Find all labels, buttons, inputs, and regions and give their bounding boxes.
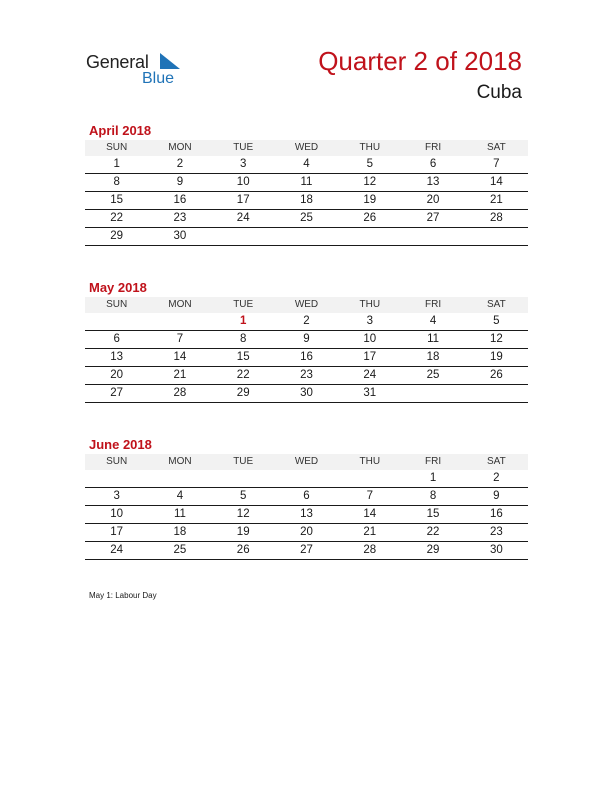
day-cell: 16: [275, 349, 338, 367]
day-cell: 19: [338, 192, 401, 210]
day-cell: 12: [212, 506, 275, 524]
weekday-header: THU: [338, 140, 401, 156]
day-cell: 27: [275, 542, 338, 560]
page-title: Quarter 2 of 2018: [318, 46, 522, 76]
day-cell: 5: [465, 313, 528, 331]
day-cell: 2: [465, 470, 528, 488]
day-cell: 11: [275, 174, 338, 192]
empty-day-cell: [275, 470, 338, 488]
day-cell: 7: [148, 331, 211, 349]
weekday-header: SUN: [85, 140, 148, 156]
day-cell: 11: [401, 331, 464, 349]
weekday-header: SAT: [465, 297, 528, 313]
weekday-header: SUN: [85, 454, 148, 470]
day-cell: 9: [275, 331, 338, 349]
weekday-header: WED: [275, 140, 338, 156]
day-cell: 6: [275, 488, 338, 506]
day-cell: 30: [465, 542, 528, 560]
day-cell: 22: [401, 524, 464, 542]
day-cell: 2: [148, 156, 211, 174]
day-cell: 30: [275, 385, 338, 403]
week-row: [85, 192, 528, 210]
day-cell: 22: [85, 210, 148, 228]
month-april: [85, 122, 528, 246]
month-may: [85, 279, 528, 403]
weekday-header: TUE: [212, 454, 275, 470]
empty-day-cell: [275, 228, 338, 246]
empty-day-cell: [148, 313, 211, 331]
day-cell: 13: [275, 506, 338, 524]
weekday-header: MON: [148, 140, 211, 156]
day-cell: 29: [212, 385, 275, 403]
holiday-notes: [89, 591, 157, 600]
day-cell: 13: [85, 349, 148, 367]
day-cell: 26: [338, 210, 401, 228]
week-row: [85, 174, 528, 192]
empty-day-cell: [401, 385, 464, 403]
day-cell: 4: [148, 488, 211, 506]
day-cell: 8: [212, 331, 275, 349]
empty-day-cell: [401, 228, 464, 246]
day-cell: 21: [465, 192, 528, 210]
holiday-day-cell: 1: [212, 313, 275, 331]
day-cell: 25: [275, 210, 338, 228]
day-cell: 29: [401, 542, 464, 560]
weekday-header: WED: [275, 454, 338, 470]
day-cell: 19: [212, 524, 275, 542]
day-cell: 27: [401, 210, 464, 228]
weekday-header: SAT: [465, 454, 528, 470]
weekday-header-row: [85, 297, 528, 313]
day-cell: 28: [148, 385, 211, 403]
weekday-header: SAT: [465, 140, 528, 156]
weekday-header: WED: [275, 297, 338, 313]
empty-day-cell: [338, 228, 401, 246]
day-cell: 24: [212, 210, 275, 228]
weekday-header: TUE: [212, 140, 275, 156]
month-title: April 2018: [89, 123, 152, 138]
day-cell: 8: [401, 488, 464, 506]
day-cell: 20: [401, 192, 464, 210]
week-row: [85, 488, 528, 506]
week-row: [85, 506, 528, 524]
day-cell: 22: [212, 367, 275, 385]
day-cell: 24: [338, 367, 401, 385]
week-row: [85, 349, 528, 367]
empty-day-cell: [212, 470, 275, 488]
empty-day-cell: [465, 228, 528, 246]
logo-flag-icon: [160, 53, 180, 69]
day-cell: 16: [148, 192, 211, 210]
calendar-grid: [85, 297, 528, 403]
logo-text-general: General: [86, 52, 149, 72]
day-cell: 1: [401, 470, 464, 488]
weekday-header: THU: [338, 454, 401, 470]
empty-day-cell: [338, 470, 401, 488]
country-name: Cuba: [476, 82, 522, 103]
day-cell: 26: [465, 367, 528, 385]
week-row: [85, 331, 528, 349]
day-cell: 18: [148, 524, 211, 542]
day-cell: 10: [212, 174, 275, 192]
day-cell: 28: [465, 210, 528, 228]
day-cell: 15: [212, 349, 275, 367]
day-cell: 3: [338, 313, 401, 331]
day-cell: 14: [338, 506, 401, 524]
day-cell: 17: [338, 349, 401, 367]
day-cell: 4: [401, 313, 464, 331]
day-cell: 31: [338, 385, 401, 403]
day-cell: 2: [275, 313, 338, 331]
month-june: [85, 436, 528, 560]
week-row: [85, 228, 528, 246]
empty-day-cell: [85, 313, 148, 331]
day-cell: 17: [212, 192, 275, 210]
day-cell: 8: [85, 174, 148, 192]
day-cell: 27: [85, 385, 148, 403]
day-cell: 15: [85, 192, 148, 210]
day-cell: 18: [401, 349, 464, 367]
day-cell: 18: [275, 192, 338, 210]
weekday-header: MON: [148, 454, 211, 470]
weekday-header: FRI: [401, 140, 464, 156]
day-cell: 1: [85, 156, 148, 174]
day-cell: 7: [338, 488, 401, 506]
day-cell: 25: [401, 367, 464, 385]
week-row: [85, 210, 528, 228]
day-cell: 20: [85, 367, 148, 385]
week-row: [85, 156, 528, 174]
day-cell: 5: [212, 488, 275, 506]
day-cell: 11: [148, 506, 211, 524]
month-title: June 2018: [89, 437, 152, 452]
day-cell: 4: [275, 156, 338, 174]
day-cell: 26: [212, 542, 275, 560]
weekday-header: FRI: [401, 297, 464, 313]
day-cell: 6: [85, 331, 148, 349]
week-row: [85, 367, 528, 385]
month-title: May 2018: [89, 280, 147, 295]
day-cell: 24: [85, 542, 148, 560]
empty-day-cell: [212, 228, 275, 246]
empty-day-cell: [148, 470, 211, 488]
week-row: [85, 385, 528, 403]
day-cell: 10: [85, 506, 148, 524]
day-cell: 9: [148, 174, 211, 192]
empty-day-cell: [465, 385, 528, 403]
day-cell: 19: [465, 349, 528, 367]
day-cell: 23: [465, 524, 528, 542]
day-cell: 10: [338, 331, 401, 349]
weekday-header: TUE: [212, 297, 275, 313]
day-cell: 12: [338, 174, 401, 192]
day-cell: 21: [148, 367, 211, 385]
week-row: [85, 542, 528, 560]
day-cell: 23: [148, 210, 211, 228]
day-cell: 17: [85, 524, 148, 542]
day-cell: 7: [465, 156, 528, 174]
day-cell: 3: [212, 156, 275, 174]
weekday-header: THU: [338, 297, 401, 313]
week-row: [85, 524, 528, 542]
day-cell: 3: [85, 488, 148, 506]
day-cell: 25: [148, 542, 211, 560]
weekday-header-row: [85, 140, 528, 156]
day-cell: 13: [401, 174, 464, 192]
holiday-note: May 1: Labour Day: [89, 591, 157, 600]
weekday-header: FRI: [401, 454, 464, 470]
empty-day-cell: [85, 470, 148, 488]
weekday-header: MON: [148, 297, 211, 313]
weekday-header: SUN: [85, 297, 148, 313]
day-cell: 16: [465, 506, 528, 524]
day-cell: 20: [275, 524, 338, 542]
calendar-grid: [85, 140, 528, 246]
brand-logo: [86, 50, 186, 90]
logo-text-blue: Blue: [142, 70, 175, 87]
day-cell: 12: [465, 331, 528, 349]
calendar-grid: [85, 454, 528, 560]
day-cell: 6: [401, 156, 464, 174]
week-row: [85, 470, 528, 488]
week-row: [85, 313, 528, 331]
day-cell: 14: [148, 349, 211, 367]
day-cell: 23: [275, 367, 338, 385]
weekday-header-row: [85, 454, 528, 470]
day-cell: 30: [148, 228, 211, 246]
day-cell: 9: [465, 488, 528, 506]
day-cell: 14: [465, 174, 528, 192]
day-cell: 29: [85, 228, 148, 246]
day-cell: 28: [338, 542, 401, 560]
day-cell: 15: [401, 506, 464, 524]
day-cell: 21: [338, 524, 401, 542]
day-cell: 5: [338, 156, 401, 174]
